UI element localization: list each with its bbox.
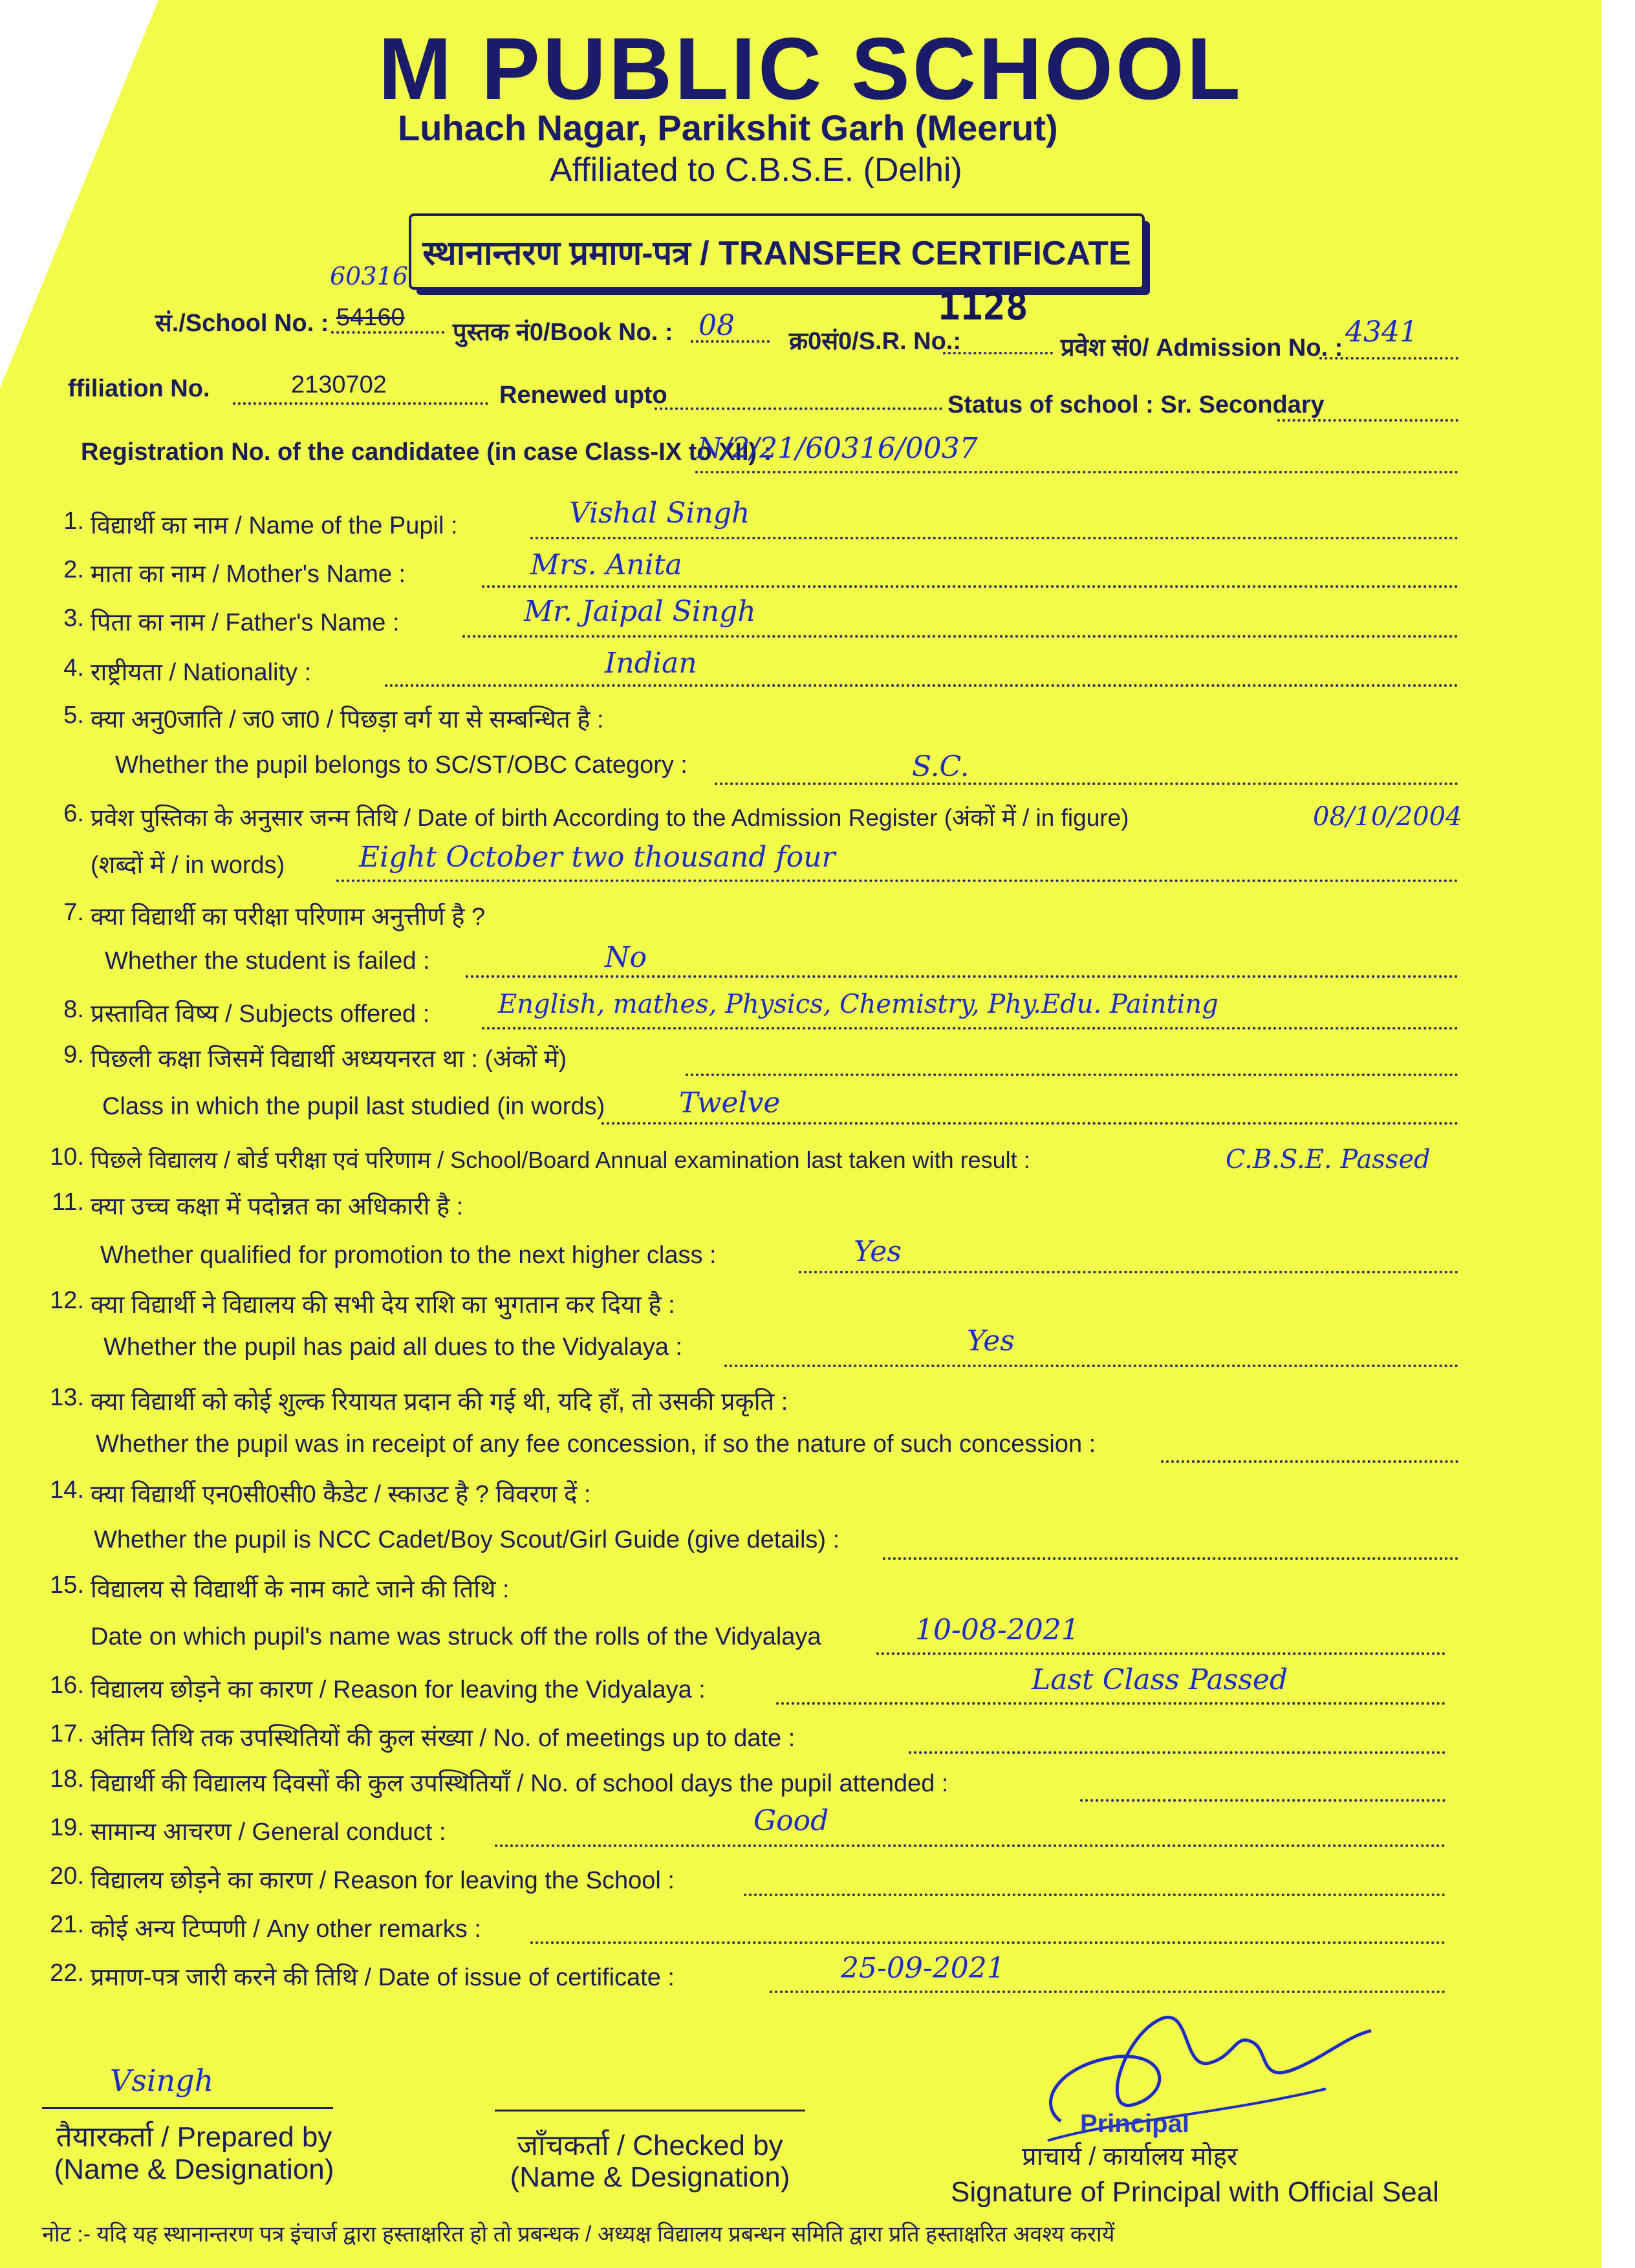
checked-sign-line [495,2110,805,2111]
conduct-label: सामान्य आचरण / General conduct : [91,1819,446,1846]
subjects-value: English, mathes, Physics, Chemistry, Phy.Edu. Painting [498,989,1218,1019]
school-no-line [331,331,444,334]
category-value: S.C. [912,750,969,783]
item-number: 2. [63,556,84,583]
attended-label: विद्यार्थी की विद्यालय दिवसों की कुल उपस्थितियाँ / No. of school days the pupil attended : [91,1770,949,1797]
admission-no-value: 4341 [1345,316,1418,349]
checked-by-designation: (Name & Designation) [510,2161,790,2193]
school-no-value: 60316 [330,262,408,290]
reason-vidyalaya-line [776,1702,1446,1705]
torn-corner [0,0,158,388]
promotion-value: Yes [854,1235,902,1268]
conduct-value: Good [753,1804,829,1837]
pupil-name-line [530,537,1458,539]
dob-words-line [336,880,1458,882]
item-number: 16. [50,1672,84,1699]
mother-name-line [482,585,1458,588]
reason-school-line [744,1894,1446,1896]
registration-line [695,471,1458,473]
school-no-label: सं./School No. : [155,310,329,337]
prepared-by-designation: (Name & Designation) [54,2154,334,2185]
pupil-name-label: विद्यार्थी का नाम / Name of the Pupil : [91,512,458,539]
item-number: 20. [50,1863,84,1890]
promotion-label-hindi: क्या उच्च कक्षा में पदोन्नत का अधिकारी है : [91,1193,464,1220]
registration-label: Registration No. of the candidatee (in case Class-IX to XII) : [81,438,772,466]
dues-label: Whether the pupil has paid all dues to the Vidyalaya : [103,1334,682,1361]
prepared-by-signature: Vsingh [110,2063,214,2098]
item-number: 4. [63,654,84,682]
item-number: 8. [63,996,84,1023]
school-address: Luhach Nagar, Parikshit Garh (Meerut) [398,107,1058,148]
sr-no-line [943,352,1053,354]
book-no-line [691,340,770,343]
item-number: 10. [50,1143,84,1171]
item-number: 17. [50,1720,84,1747]
conduct-line [495,1844,1446,1847]
prepared-sign-line [42,2107,333,2109]
concession-line [1161,1460,1458,1463]
category-label: Whether the pupil belongs to SC/ST/OBC Category : [115,751,688,779]
nationality-line [385,684,1458,687]
book-no-label: पुस्तक नं0/Book No. : [453,319,673,346]
registration-value: N/2/21/60316/0037 [697,432,978,465]
reason-vidyalaya-value: Last Class Passed [1032,1663,1288,1696]
struck-off-line [876,1652,1446,1655]
issue-date-value: 25-09-2021 [841,1952,1005,1985]
father-name-label: पिता का नाम / Father's Name : [91,609,400,636]
dob-label: प्रवेश पुस्तिका के अनुसार जन्म तिथि / Date of birth According to the Admission Register (अंकों में / in figure) [91,805,1129,831]
seal-label-hindi: प्राचार्य / कार्यालय मोहर [1022,2143,1238,2171]
remarks-line [530,1941,1446,1944]
item-number: 13. [50,1384,84,1411]
board-exam-label: पिछले विद्यालय / बोर्ड परीक्षा एवं परिणाम / School/Board Annual examination last taken with result : [91,1147,1030,1173]
pupil-name-value: Vishal Singh [569,497,750,530]
reason-vidyalaya-label: विद्यालय छोड़ने का कारण / Reason for leaving the Vidyalaya : [91,1676,706,1703]
school-no-struck: 54160 [336,304,405,331]
father-name-value: Mr. Jaipal Singh [524,595,756,628]
checked-by-label: जाँचकर्ता / Checked by [517,2130,783,2161]
ncc-label: Whether the pupil is NCC Cadet/Boy Scout/Girl Guide (give details) : [94,1526,840,1553]
reason-school-label: विद्यालय छोड़ने का कारण / Reason for leaving the School : [91,1867,675,1894]
item-number: 11. [51,1189,84,1216]
category-line [715,783,1458,785]
struck-off-label-hindi: विद्यालय से विद्यार्थी के नाम काटे जाने की तिथि : [91,1576,510,1603]
ncc-label-hindi: क्या विद्यार्थी एन0सी0सी0 कैडेट / स्काउट है ? विवरण दें : [91,1481,591,1508]
item-number: 1. [63,508,84,535]
board-exam-value: C.B.S.E. Passed [1226,1145,1431,1174]
category-label-hindi: क्या अनु0जाति / ज0 जा0 / पिछड़ा वर्ग या से सम्बन्धित है : [91,706,604,733]
issue-date-label: प्रमाण-पत्र जारी करने की तिथि / Date of issue of certificate : [91,1964,675,1991]
ncc-line [883,1557,1458,1560]
mother-name-label: माता का नाम / Mother's Name : [91,561,406,588]
seal-label: Signature of Principal with Official Seal [951,2176,1439,2208]
failed-line [466,975,1458,978]
struck-off-label: Date on which pupil's name was struck off the rolls of the Vidyalaya [91,1623,821,1650]
scan-margin [1601,0,1635,2268]
item-number: 9. [63,1041,84,1068]
sr-no-value: 1128 [938,285,1028,329]
admission-no-label: प्रवेश सं0/ Admission No. : [1061,334,1343,362]
principal-signature [1022,1992,1384,2160]
item-number: 5. [63,702,84,729]
item-number: 19. [50,1814,84,1841]
school-name: M PUBLIC SCHOOL [378,19,1243,118]
meetings-line [909,1751,1446,1754]
school-status: Status of school : Sr. Secondary [947,391,1325,418]
remarks-label: कोई अन्य टिप्पणी / Any other remarks : [91,1916,481,1943]
subjects-label: प्रस्तावित विष्य / Subjects offered : [91,1000,430,1028]
dues-value: Yes [967,1324,1015,1357]
dob-figure-value: 08/10/2004 [1313,802,1462,832]
failed-value: No [605,941,647,974]
item-number: 21. [50,1911,84,1938]
concession-label: Whether the pupil was in receipt of any fee concession, if so the nature of such concession : [96,1431,1096,1458]
item-number: 15. [50,1571,84,1599]
promotion-line [799,1271,1458,1273]
last-class-figure-line [686,1074,1458,1076]
dues-line [724,1365,1458,1367]
concession-label-hindi: क्या विद्यार्थी को कोई शुल्क रियायत प्रदान की गई थी, यदि हाँ, तो उसकी प्रकृति : [91,1388,788,1416]
dob-words-label: (शब्दों में / in words) [91,852,285,879]
dues-label-hindi: क्या विद्यार्थी ने विद्यालय की सभी देय राशि का भुगतान कर दिया है : [91,1291,675,1319]
last-class-label-hindi: पिछली कक्षा जिसमें विद्यार्थी अध्ययनरत था : (अंकों में) [91,1046,567,1073]
mother-name-value: Mrs. Anita [530,548,682,581]
item-number: 12. [50,1287,84,1314]
nationality-label: राष्ट्रीयता / Nationality : [91,659,312,686]
affiliation-no-label: ffiliation No. [68,375,210,402]
dob-words-value: Eight October two thousand four [359,841,836,874]
last-class-line [601,1122,1458,1125]
status-line [1277,419,1458,422]
sr-no-label: क्र0सं0/S.R. No.: [789,328,962,355]
affiliation-no-line [233,402,488,405]
item-number: 14. [50,1476,84,1504]
struck-off-value: 10-08-2021 [915,1614,1079,1647]
failed-label: Whether the student is failed : [105,947,430,975]
item-number: 18. [50,1766,84,1793]
subjects-line [482,1027,1458,1030]
item-number: 7. [63,899,84,926]
father-name-line [462,635,1458,638]
prepared-by-label: तैयारकर्ता / Prepared by [56,2121,332,2153]
nationality-value: Indian [605,647,697,680]
principal-stamp: Principal [1080,2110,1189,2138]
affiliation-text: Affiliated to C.B.S.E. (Delhi) [550,151,962,189]
book-no-value: 08 [698,309,735,342]
last-class-value: Twelve [679,1086,781,1119]
admission-no-line [1319,357,1458,360]
affiliation-no-value: 2130702 [291,371,387,398]
last-class-label: Class in which the pupil last studied (in words) [102,1093,605,1120]
item-number: 6. [63,800,84,827]
meetings-label: अंतिम तिथि तक उपस्थितियों की कुल संख्या / No. of meetings up to date : [91,1725,796,1752]
footer-note: नोट :- यदि यह स्थानान्तरण पत्र इंचार्ज द्वारा हस्ताक्षरित हो तो प्रबन्धक / अध्यक्ष विद्यालय प्रबन्धन समिति द्वारा प्रति हस्ताक्षरित अवश्य करायें [42,2222,1115,2247]
promotion-label: Whether qualified for promotion to the next higher class : [100,1242,717,1269]
renewed-label: Renewed upto [499,382,667,409]
attended-line [1080,1799,1446,1802]
certificate-title: स्थानान्तरण प्रमाण-पत्र / TRANSFER CERTIFICATE [409,213,1145,290]
renewed-line [655,407,942,410]
failed-label-hindi: क्या विद्यार्थी का परीक्षा परिणाम अनुत्तीर्ण है ? [91,903,486,931]
item-number: 22. [50,1960,84,1987]
item-number: 3. [63,605,84,632]
